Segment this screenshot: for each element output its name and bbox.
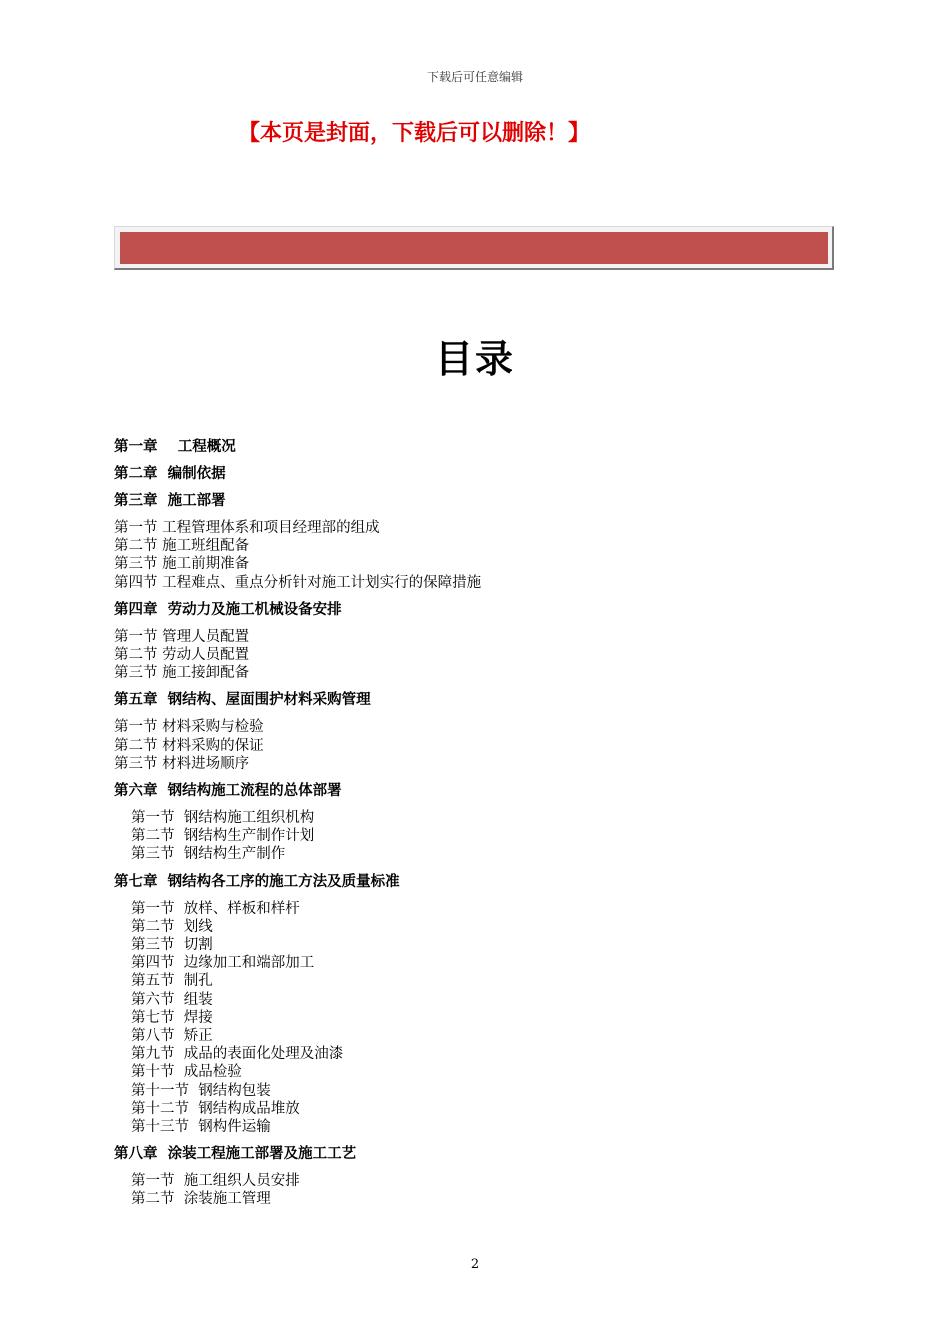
- toc-chapter[interactable]: 第四章 劳动力及施工机械设备安排: [114, 601, 342, 618]
- toc-section[interactable]: 第三节 施工前期准备: [114, 556, 250, 573]
- toc-section[interactable]: 第三节 材料进场顺序: [114, 755, 250, 772]
- toc-section[interactable]: 第一节 工程管理体系和项目经理部的组成: [114, 520, 380, 536]
- toc-section[interactable]: 第二节 材料采购的保证: [114, 737, 264, 754]
- toc-section-list: [114, 809, 834, 864]
- toc-section[interactable]: 第一节 材料采购与检验: [114, 719, 264, 736]
- toc-section[interactable]: 第二节 劳动人员配置: [114, 647, 250, 664]
- toc-chapter[interactable]: 第六章 钢结构施工流程的总体部署: [114, 783, 342, 800]
- toc-section[interactable]: 第十节 成品检验: [131, 1064, 242, 1081]
- toc-chapter[interactable]: 第三章 施工部署: [114, 493, 226, 509]
- toc-section[interactable]: 第九节 成品的表面化处理及油漆: [131, 1046, 344, 1063]
- toc-section-list: [114, 628, 834, 683]
- toc-title: 目录: [434, 337, 515, 381]
- toc-section-list: [114, 519, 834, 592]
- toc-section[interactable]: 第二节 施工班组配备: [114, 538, 250, 555]
- toc-section[interactable]: 第十二节 钢结构成品堆放: [131, 1100, 300, 1117]
- toc-section[interactable]: 第一节 管理人员配置: [114, 628, 250, 645]
- toc-section[interactable]: 第三节 切割: [131, 937, 213, 954]
- toc-section-list: [114, 718, 834, 773]
- toc-section[interactable]: 第三节 钢结构生产制作: [131, 846, 286, 863]
- toc-section[interactable]: 第二节 划线: [131, 918, 213, 935]
- toc-section[interactable]: 第二节 涂装施工管理: [131, 1191, 271, 1208]
- header-note: 下载后可任意编辑: [426, 70, 523, 84]
- toc-chapter[interactable]: 第七章 钢结构各工序的施工方法及质量标准: [114, 873, 400, 890]
- toc-section[interactable]: 第四节 边缘加工和端部加工: [131, 955, 315, 972]
- toc-section[interactable]: 第一节 放样、样板和样杆: [131, 900, 300, 917]
- toc-chapter[interactable]: 第五章 钢结构、屋面围护材料采购管理: [114, 692, 371, 709]
- table-of-contents: [114, 436, 834, 1209]
- toc-section[interactable]: 第七节 焊接: [131, 1009, 213, 1026]
- title-banner: [114, 226, 834, 270]
- toc-section[interactable]: 第一节 施工组织人员安排: [131, 1173, 300, 1190]
- toc-section[interactable]: 第十三节 钢构件运输: [131, 1119, 271, 1136]
- toc-section[interactable]: 第一节 钢结构施工组织机构: [131, 810, 315, 827]
- toc-chapter[interactable]: 第二章 编制依据: [114, 466, 226, 482]
- title-banner-bar: [120, 232, 828, 264]
- toc-section-list: [114, 1172, 834, 1208]
- toc-section[interactable]: 第六节 组装: [131, 991, 213, 1008]
- toc-section[interactable]: 第三节 施工接卸配备: [114, 665, 250, 682]
- toc-section[interactable]: 第四节 工程难点、重点分析针对施工计划实行的保障措施: [114, 574, 482, 591]
- toc-chapter[interactable]: 第八章 涂装工程施工部署及施工工艺: [114, 1146, 357, 1163]
- toc-section-list: [114, 900, 834, 1137]
- cover-notice: 【本页是封面，下载后可以删除！】: [238, 121, 591, 146]
- toc-section[interactable]: 第二节 钢结构生产制作计划: [131, 828, 315, 845]
- toc-section[interactable]: 第八节 矫正: [131, 1028, 213, 1045]
- toc-chapter[interactable]: 第一章 工程概况: [114, 439, 236, 455]
- toc-section[interactable]: 第十一节 钢结构包装: [131, 1082, 271, 1099]
- page-number: 2: [470, 1257, 480, 1272]
- toc-section[interactable]: 第五节 制孔: [131, 973, 213, 990]
